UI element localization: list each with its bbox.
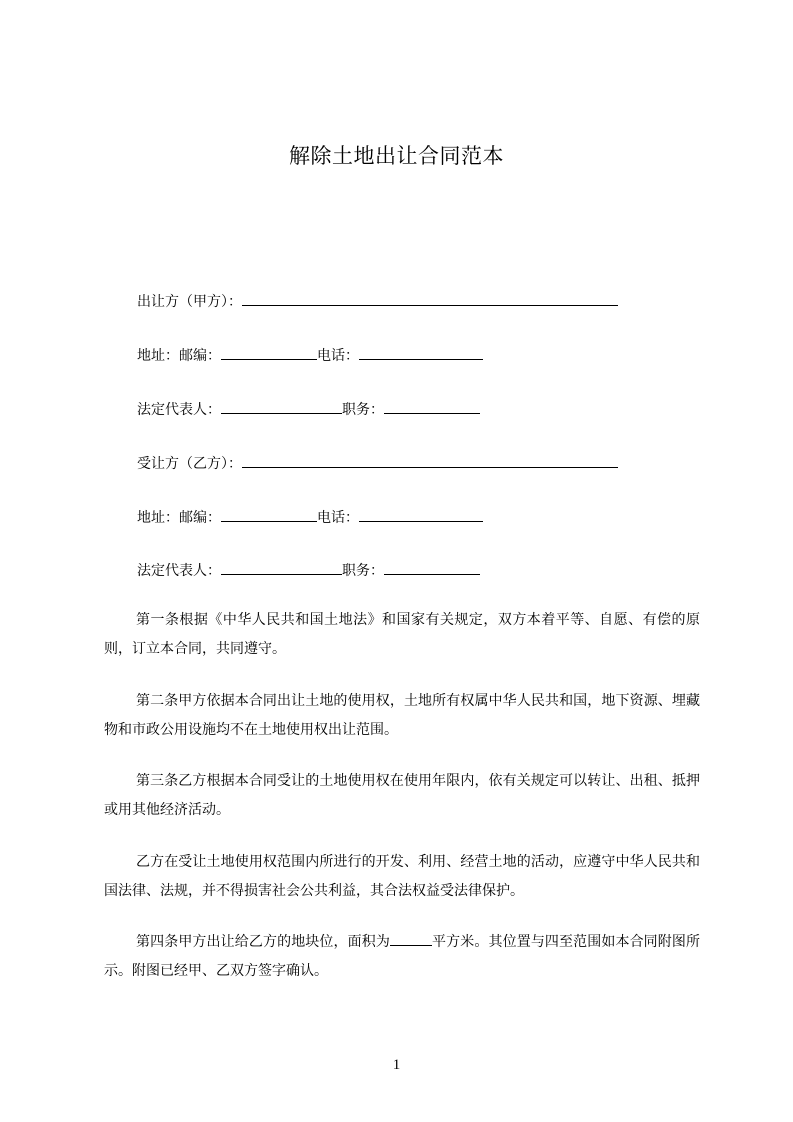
article-4-text-before: 第四条甲方出让给乙方的地块位，面积为 bbox=[136, 934, 390, 950]
article-1: 第一条根据《中华人民共和国土地法》和国家有关规定，双方本着平等、自愿、有偿的原则，订立本合同，共同遵守。 bbox=[104, 612, 700, 657]
article-3-continued: 乙方在受让土地使用权范围内所进行的开发、利用、经营土地的活动，应遵守中华人民共和国法律、法规，并不得损害社会公共利益，其合法权益受法律保护。 bbox=[104, 854, 700, 899]
legal-rep-a-line bbox=[137, 399, 480, 420]
legal-rep-b-label: 法定代表人： bbox=[137, 563, 221, 579]
legal-rep-b-line bbox=[137, 560, 480, 581]
party-b-label: 受让方（乙方）： bbox=[137, 456, 242, 472]
article-3: 第三条乙方根据本合同受让的土地使用权在使用年限内，依有关规定可以转让、出租、抵押或用其他经济活动。 bbox=[104, 773, 700, 818]
area-blank[interactable] bbox=[390, 931, 432, 946]
position-b-label: 职务： bbox=[342, 563, 384, 579]
page-number: 1 bbox=[392, 1057, 401, 1073]
phone-b-label: 电话： bbox=[317, 510, 359, 526]
address-a-label: 地址：邮编： bbox=[137, 348, 221, 364]
position-a-blank[interactable] bbox=[384, 399, 480, 414]
address-b-label: 地址：邮编： bbox=[137, 510, 221, 526]
legal-rep-b-blank[interactable] bbox=[221, 560, 342, 575]
position-b-blank[interactable] bbox=[384, 560, 480, 575]
position-a-label: 职务： bbox=[342, 402, 384, 418]
postcode-b-blank[interactable] bbox=[221, 507, 317, 522]
party-b-blank[interactable] bbox=[242, 453, 618, 468]
phone-b-blank[interactable] bbox=[359, 507, 483, 522]
article-2: 第二条甲方依据本合同出让土地的使用权，土地所有权属中华人民共和国，地下资源、埋藏物和市政公用设施均不在土地使用权出让范围。 bbox=[104, 693, 700, 738]
postcode-a-blank[interactable] bbox=[221, 345, 317, 360]
party-a-line bbox=[137, 291, 618, 312]
party-a-blank[interactable] bbox=[242, 291, 618, 306]
document-title: 解除土地出让合同范本 bbox=[289, 144, 504, 168]
address-a-line bbox=[137, 345, 483, 366]
party-b-line bbox=[137, 453, 618, 474]
phone-a-blank[interactable] bbox=[359, 345, 483, 360]
phone-a-label: 电话： bbox=[317, 348, 359, 364]
legal-rep-a-label: 法定代表人： bbox=[137, 402, 221, 418]
address-b-line bbox=[137, 507, 483, 528]
article-4-text-after: 平方米。其位置与四至范围如本合同附图所示。附图已经甲、乙双方签字确认。 bbox=[104, 934, 701, 979]
legal-rep-a-blank[interactable] bbox=[221, 399, 342, 414]
article-4 bbox=[104, 928, 700, 986]
party-a-label: 出让方（甲方）： bbox=[137, 294, 242, 310]
